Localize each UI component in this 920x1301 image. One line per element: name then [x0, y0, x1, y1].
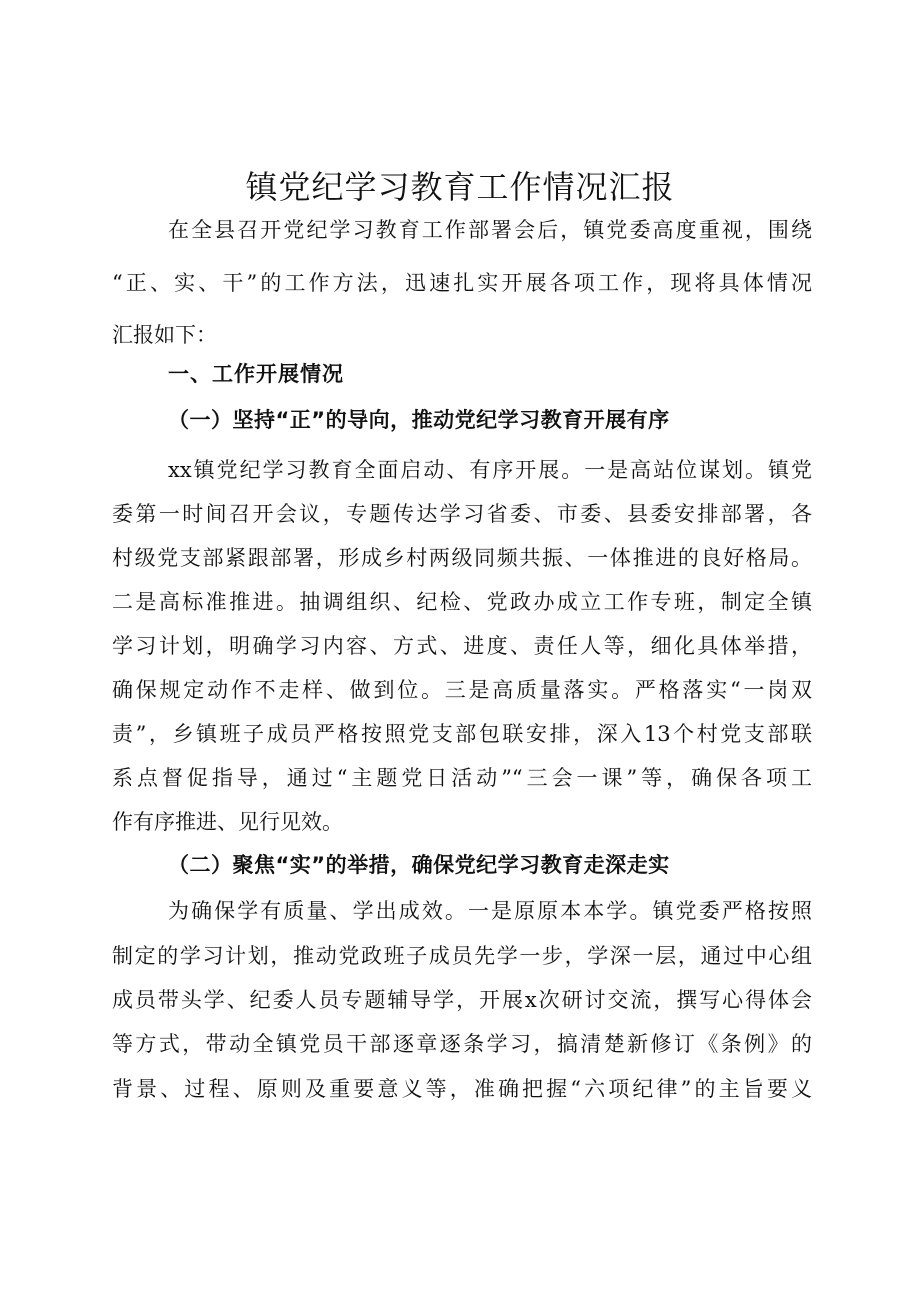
- paragraph-line: 系点督促指导，通过“主题党日活动”“三会一课”等，确保各项工: [112, 766, 812, 790]
- subsection-heading: （二）聚焦“实”的举措，确保党纪学习教育走深走实: [168, 853, 670, 877]
- paragraph-line: 委第一时间召开会议，专题传达学习省委、市委、县委安排部署，各: [112, 502, 812, 526]
- paragraph-line: 背景、过程、原则及重要意义等，准确把握“六项纪律”的主旨要义: [112, 1077, 812, 1101]
- subsection-heading: （一）坚持“正”的导向，推动党纪学习教育开展有序: [168, 408, 670, 432]
- paragraph-line: 村级党支部紧跟部署，形成乡村两级同频共振、一体推进的良好格局。: [112, 546, 812, 570]
- paragraph-line: 等方式，带动全镇党员干部逐章逐条学习，搞清楚新修订《条例》的: [112, 1032, 812, 1056]
- intro-line: “正、实、干”的工作方法，迅速扎实开展各项工作，现将具体情况: [112, 271, 812, 295]
- paragraph-line: 制定的学习计划，推动党政班子成员先学一步，学深一层，通过中心组: [112, 944, 812, 968]
- paragraph-line: 学习计划，明确学习内容、方式、进度、责任人等，细化具体举措，: [112, 634, 812, 658]
- section-heading: 一、工作开展情况: [168, 362, 344, 386]
- paragraph-line: 成员带头学、纪委人员专题辅导学，开展x次研讨交流，撰写心得体会: [112, 988, 812, 1012]
- document-title: 镇党纪学习教育工作情况汇报: [245, 168, 675, 206]
- paragraph-line: 责”，乡镇班子成员严格按照党支部包联安排，深入13个村党支部联: [112, 722, 812, 746]
- paragraph-line: 为确保学有质量、学出成效。一是原原本本学。镇党委严格按照: [168, 899, 812, 923]
- paragraph-line: xx镇党纪学习教育全面启动、有序开展。一是高站位谋划。镇党: [168, 458, 812, 482]
- paragraph-line: 作有序推进、见行见效。: [112, 810, 343, 834]
- intro-line: 在全县召开党纪学习教育工作部署会后，镇党委高度重视，围绕: [168, 218, 812, 242]
- paragraph-line: 确保规定动作不走样、做到位。三是高质量落实。严格落实“一岗双: [112, 678, 812, 702]
- paragraph-line: 二是高标准推进。抽调组织、纪检、党政办成立工作专班，制定全镇: [112, 590, 812, 614]
- intro-line: 汇报如下：: [112, 323, 217, 347]
